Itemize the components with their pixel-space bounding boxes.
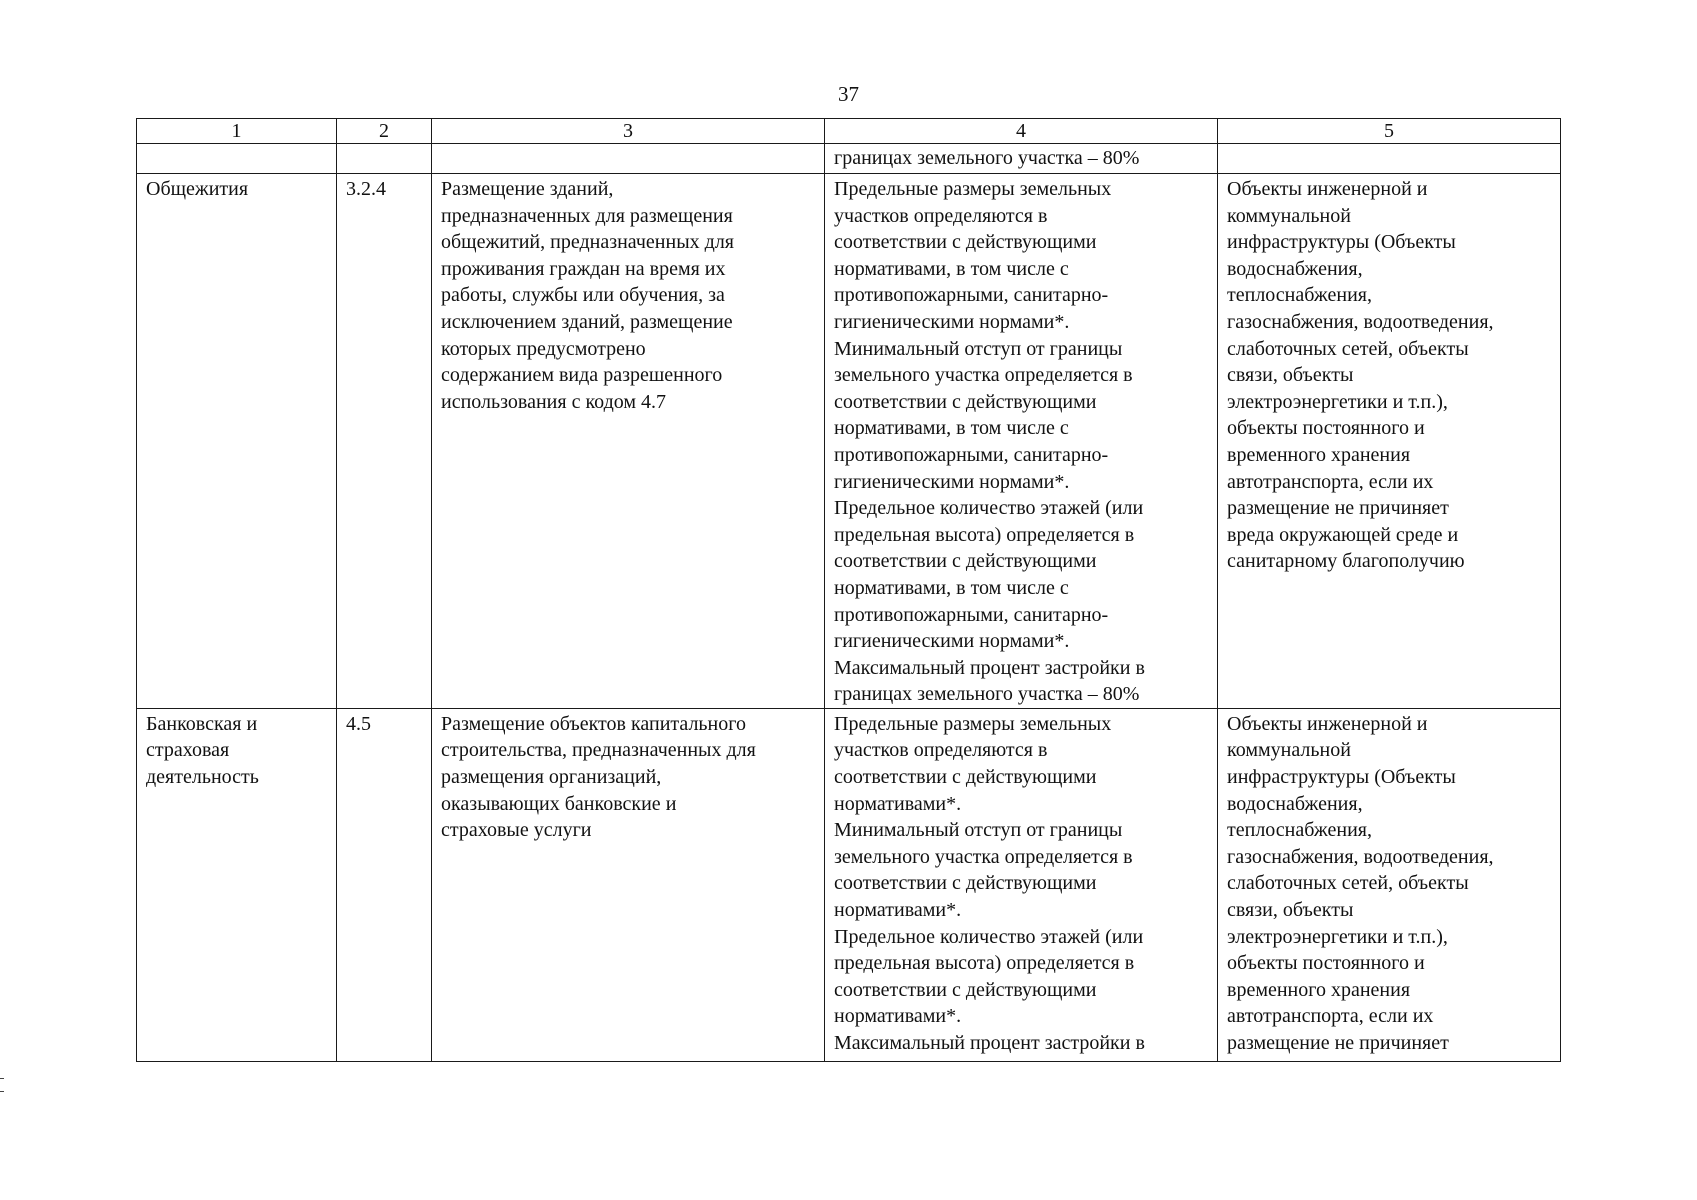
use-name — [146, 176, 327, 203]
text-line: нормативами, в том числе с — [834, 576, 1069, 599]
text-line: Общежития — [146, 178, 249, 200]
text-line: Максимальный процент застройки в — [834, 656, 1145, 679]
text-line: соответствии с действующими — [834, 550, 1097, 573]
text-line: земельного участка определяется в — [834, 364, 1133, 387]
text-line: размещения организаций, — [441, 766, 662, 789]
text-line: Банковская и — [146, 712, 258, 735]
text-line: 3.2.4 — [346, 178, 386, 200]
text-line: противопожарными, санитарно- — [834, 284, 1109, 307]
text-line: связи, объекты — [1227, 364, 1354, 387]
text-line: размещение не причиняет — [1227, 497, 1449, 520]
header-row — [137, 119, 1561, 144]
text-line: водоснабжения, — [1227, 792, 1363, 815]
text-line: нормативами, в том числе с — [834, 417, 1069, 440]
header-cell-3: 3 — [432, 119, 825, 144]
text-line: теплоснабжения, — [1227, 819, 1372, 842]
text-line: оказывающих банковские и — [441, 792, 677, 815]
text-line: газоснабжения, водоотведения, — [1227, 845, 1494, 868]
text-line: участков определяются в — [834, 204, 1048, 227]
text-line: теплоснабжения, — [1227, 284, 1372, 307]
use-code-cell — [337, 708, 432, 1061]
use-code — [346, 711, 422, 738]
text-line: использования с кодом 4.7 — [441, 390, 667, 413]
continuation-parameters: границах земельного участка – 80% — [825, 144, 1218, 174]
text-line: Минимальный отступ от границы — [834, 337, 1123, 360]
use-parameters-cell — [825, 174, 1218, 709]
header-cell-2: 2 — [337, 119, 432, 144]
auxiliary-uses-cell — [1218, 708, 1561, 1061]
use-description — [441, 176, 815, 415]
auxiliary-uses — [1227, 176, 1551, 575]
text-line: временного хранения — [1227, 443, 1411, 466]
text-line: соответствии с действующими — [834, 978, 1097, 1001]
text-line: предельная высота) определяется в — [834, 523, 1135, 546]
text-line: содержанием вида разрешенного — [441, 364, 723, 387]
use-description-cell — [432, 708, 825, 1061]
text-line: Объекты инженерной и — [1227, 712, 1428, 735]
text-line: деятельность — [146, 766, 259, 789]
text-line: газоснабжения, водоотведения, — [1227, 310, 1494, 333]
text-line: автотранспорта, если их — [1227, 470, 1434, 493]
text-line: инфраструктуры (Объекты — [1227, 766, 1456, 789]
text-line: исключением зданий, размещение — [441, 310, 733, 333]
use-code-cell — [337, 174, 432, 709]
text-line: объекты постоянного и — [1227, 952, 1425, 975]
use-parameters — [834, 711, 1208, 1057]
text-line: соответствии с действующими — [834, 390, 1097, 413]
text-line: гигиеническими нормами*. — [834, 470, 1070, 493]
use-name — [146, 711, 327, 791]
text-line: строительства, предназначенных для — [441, 739, 756, 762]
text-line: нормативами*. — [834, 792, 962, 815]
text-line: инфраструктуры (Объекты — [1227, 231, 1456, 254]
text-line: Предельное количество этажей (или — [834, 925, 1144, 948]
auxiliary-uses-cell — [1218, 174, 1561, 709]
land-use-table — [136, 118, 1561, 1062]
use-description — [441, 711, 815, 844]
use-code — [346, 176, 422, 203]
continuation-cell-3 — [432, 144, 825, 174]
use-parameters-cell — [825, 708, 1218, 1061]
text-line: участков определяются в — [834, 739, 1048, 762]
text-line: земельного участка определяется в — [834, 845, 1133, 868]
header-cell-4: 4 — [825, 119, 1218, 144]
text-line: гигиеническими нормами*. — [834, 310, 1070, 333]
use-parameters — [834, 176, 1208, 708]
text-line: водоснабжения, — [1227, 257, 1363, 280]
text-line: слаботочных сетей, объекты — [1227, 872, 1469, 895]
use-name-cell — [137, 708, 337, 1061]
text-line: Максимальный процент застройки в — [834, 1032, 1145, 1054]
table-row — [137, 708, 1561, 1061]
text-line: соответствии с действующими — [834, 766, 1097, 789]
continuation-cell-5 — [1218, 144, 1561, 174]
text-line: Предельные размеры земельных — [834, 178, 1112, 200]
text-line: размещение не причиняет — [1227, 1032, 1449, 1054]
text-line: Предельные размеры земельных — [834, 712, 1112, 735]
text-line: Предельное количество этажей (или — [834, 497, 1144, 520]
use-description-cell — [432, 174, 825, 709]
text-line: работы, службы или обучения, за — [441, 284, 725, 307]
text-line: гигиеническими нормами*. — [834, 630, 1070, 653]
text-line: временного хранения — [1227, 978, 1411, 1001]
text-line: нормативами*. — [834, 1005, 962, 1028]
text-line: автотранспорта, если их — [1227, 1005, 1434, 1028]
auxiliary-uses — [1227, 711, 1551, 1057]
use-name-cell — [137, 174, 337, 709]
continuation-cell-2 — [337, 144, 432, 174]
text-line: коммунальной — [1227, 204, 1351, 227]
text-line: нормативами*. — [834, 899, 962, 922]
text-line: соответствии с действующими — [834, 872, 1097, 895]
text-line: коммунальной — [1227, 739, 1351, 762]
text-line: 4.5 — [346, 712, 371, 735]
text-line: слаботочных сетей, объекты — [1227, 337, 1469, 360]
text-line: санитарному благополучию — [1227, 550, 1465, 573]
text-line: проживания граждан на время их — [441, 257, 726, 280]
text-line: предельная высота) определяется в — [834, 952, 1135, 975]
page-number: 37 — [838, 82, 859, 106]
text-line: нормативами, в том числе с — [834, 257, 1069, 280]
text-line: Объекты инженерной и — [1227, 178, 1428, 200]
text-line: общежитий, предназначенных для — [441, 231, 735, 254]
text-line: электроэнергетики и т.п.), — [1227, 390, 1448, 413]
header-cell-1: 1 — [137, 119, 337, 144]
text-line: связи, объекты — [1227, 899, 1354, 922]
text-line: которых предусмотрено — [441, 337, 646, 360]
header-cell-5: 5 — [1218, 119, 1561, 144]
text-line: предназначенных для размещения — [441, 204, 733, 227]
text-line: страховые услуги — [441, 819, 592, 842]
text-line: противопожарными, санитарно- — [834, 443, 1109, 466]
scan-edge-mark — [0, 1078, 4, 1092]
text-line: объекты постоянного и — [1227, 417, 1425, 440]
text-line: вреда окружающей среде и — [1227, 523, 1459, 546]
text-line: Размещение объектов капитального — [441, 712, 746, 735]
continuation-cell-1 — [137, 144, 337, 174]
text-line: соответствии с действующими — [834, 231, 1097, 254]
text-line: электроэнергетики и т.п.), — [1227, 925, 1448, 948]
text-line: противопожарными, санитарно- — [834, 603, 1109, 626]
text-line: страховая — [146, 739, 230, 762]
table-row — [137, 174, 1561, 709]
continuation-row — [137, 144, 1561, 174]
text-line: Минимальный отступ от границы — [834, 819, 1123, 842]
text-line: границах земельного участка – 80% — [834, 683, 1140, 706]
text-line: Размещение зданий, — [441, 178, 614, 200]
